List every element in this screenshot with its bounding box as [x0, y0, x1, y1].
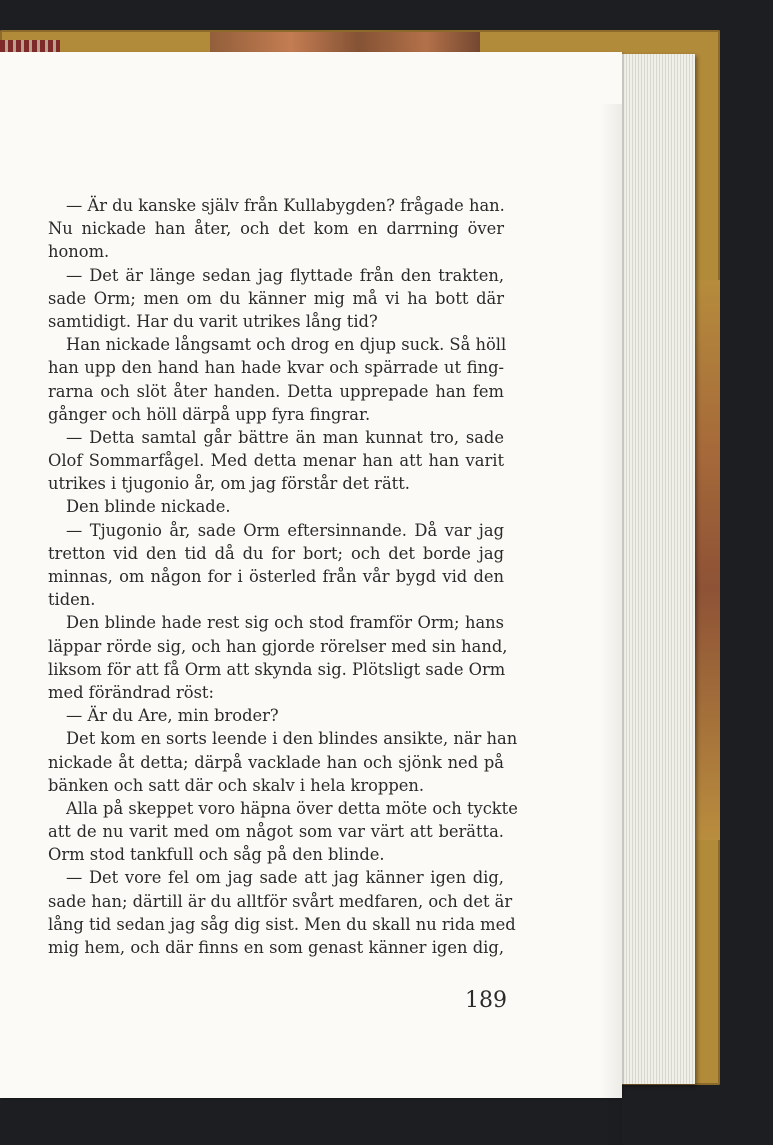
text-line: — Det är länge sedan jag flyttade från den trakten, [66, 265, 504, 285]
text-line: Orm stod tankfull och såg på den blinde. [48, 845, 385, 865]
text-line: minnas, om någon for i österled från vår bygd vid den [48, 567, 504, 586]
text-line: rarna och slöt åter handen. Detta upprepade han fem [48, 381, 504, 401]
text-line: Den blinde hade rest sig och stod framför Orm; hans [66, 613, 504, 633]
text-line: — Tjugonio år, sade Orm eftersinnande. Då var jag [66, 520, 504, 540]
page-gutter-shadow [600, 104, 622, 1145]
text-line: bänken och satt där och skalv i hela kroppen. [48, 775, 425, 795]
text-line: Den blinde nickade. [66, 497, 231, 517]
text-line: Nu nickade han åter, och det kom en darrning över [48, 219, 504, 239]
text-line: Det kom en sorts leende i den blindes ansikte, när han [66, 729, 518, 749]
text-line: tiden. [48, 590, 96, 610]
text-line: utrikes i tjugonio år, om jag förstår det rätt. [48, 474, 410, 494]
text-line: Olof Sommarfågel. Med detta menar han att han varit [48, 451, 504, 471]
text-line: nickade åt detta; därpå vacklade han och sjönk ned på [48, 752, 504, 772]
text-line: mig hem, och där finns en som genast känner igen dig, [48, 938, 504, 957]
text-line: — Är du kanske själv från Kullabygden? frågade han. [66, 196, 505, 215]
text-line: — Det vore fel om jag sade att jag känner igen dig, [66, 868, 504, 888]
text-line: han upp den hand han hade kvar och spärrade ut fing- [48, 358, 504, 378]
page-body-text [48, 194, 518, 959]
text-line: läppar rörde sig, och han gjorde rörelser med sin hand, [48, 636, 508, 656]
text-line: sade han; därtill är du alltför svårt medfaren, och det är [48, 891, 513, 911]
text-line: sade Orm; men om du känner mig må vi ha bott där [48, 288, 504, 308]
text-line: samtidigt. Har du varit utrikes lång tid? [48, 311, 378, 331]
page-number: 189 [465, 988, 507, 1013]
text-line: lång tid sedan jag såg dig sist. Men du skall nu rida med [48, 914, 516, 934]
text-line: Alla på skeppet voro häpna över detta möte och tyckte [66, 798, 518, 818]
text-line: tretton vid den tid då du for bort; och det borde jag [48, 543, 504, 563]
book-page [0, 52, 622, 1098]
text-line: — Detta samtal går bättre än man kunnat tro, sade [66, 427, 504, 447]
text-line: gånger och höll därpå upp fyra fingrar. [48, 404, 371, 424]
text-line: att de nu varit med om något som var värt att berätta. [48, 822, 504, 842]
text-line: liksom för att få Orm att skynda sig. Plötsligt sade Orm [48, 659, 506, 679]
text-line: med förändrad röst: [48, 682, 214, 702]
text-line: honom. [48, 242, 110, 262]
text-line: — Är du Are, min broder? [66, 706, 279, 726]
text-line: Han nickade långsamt och drog en djup suck. Så höll [66, 335, 507, 355]
